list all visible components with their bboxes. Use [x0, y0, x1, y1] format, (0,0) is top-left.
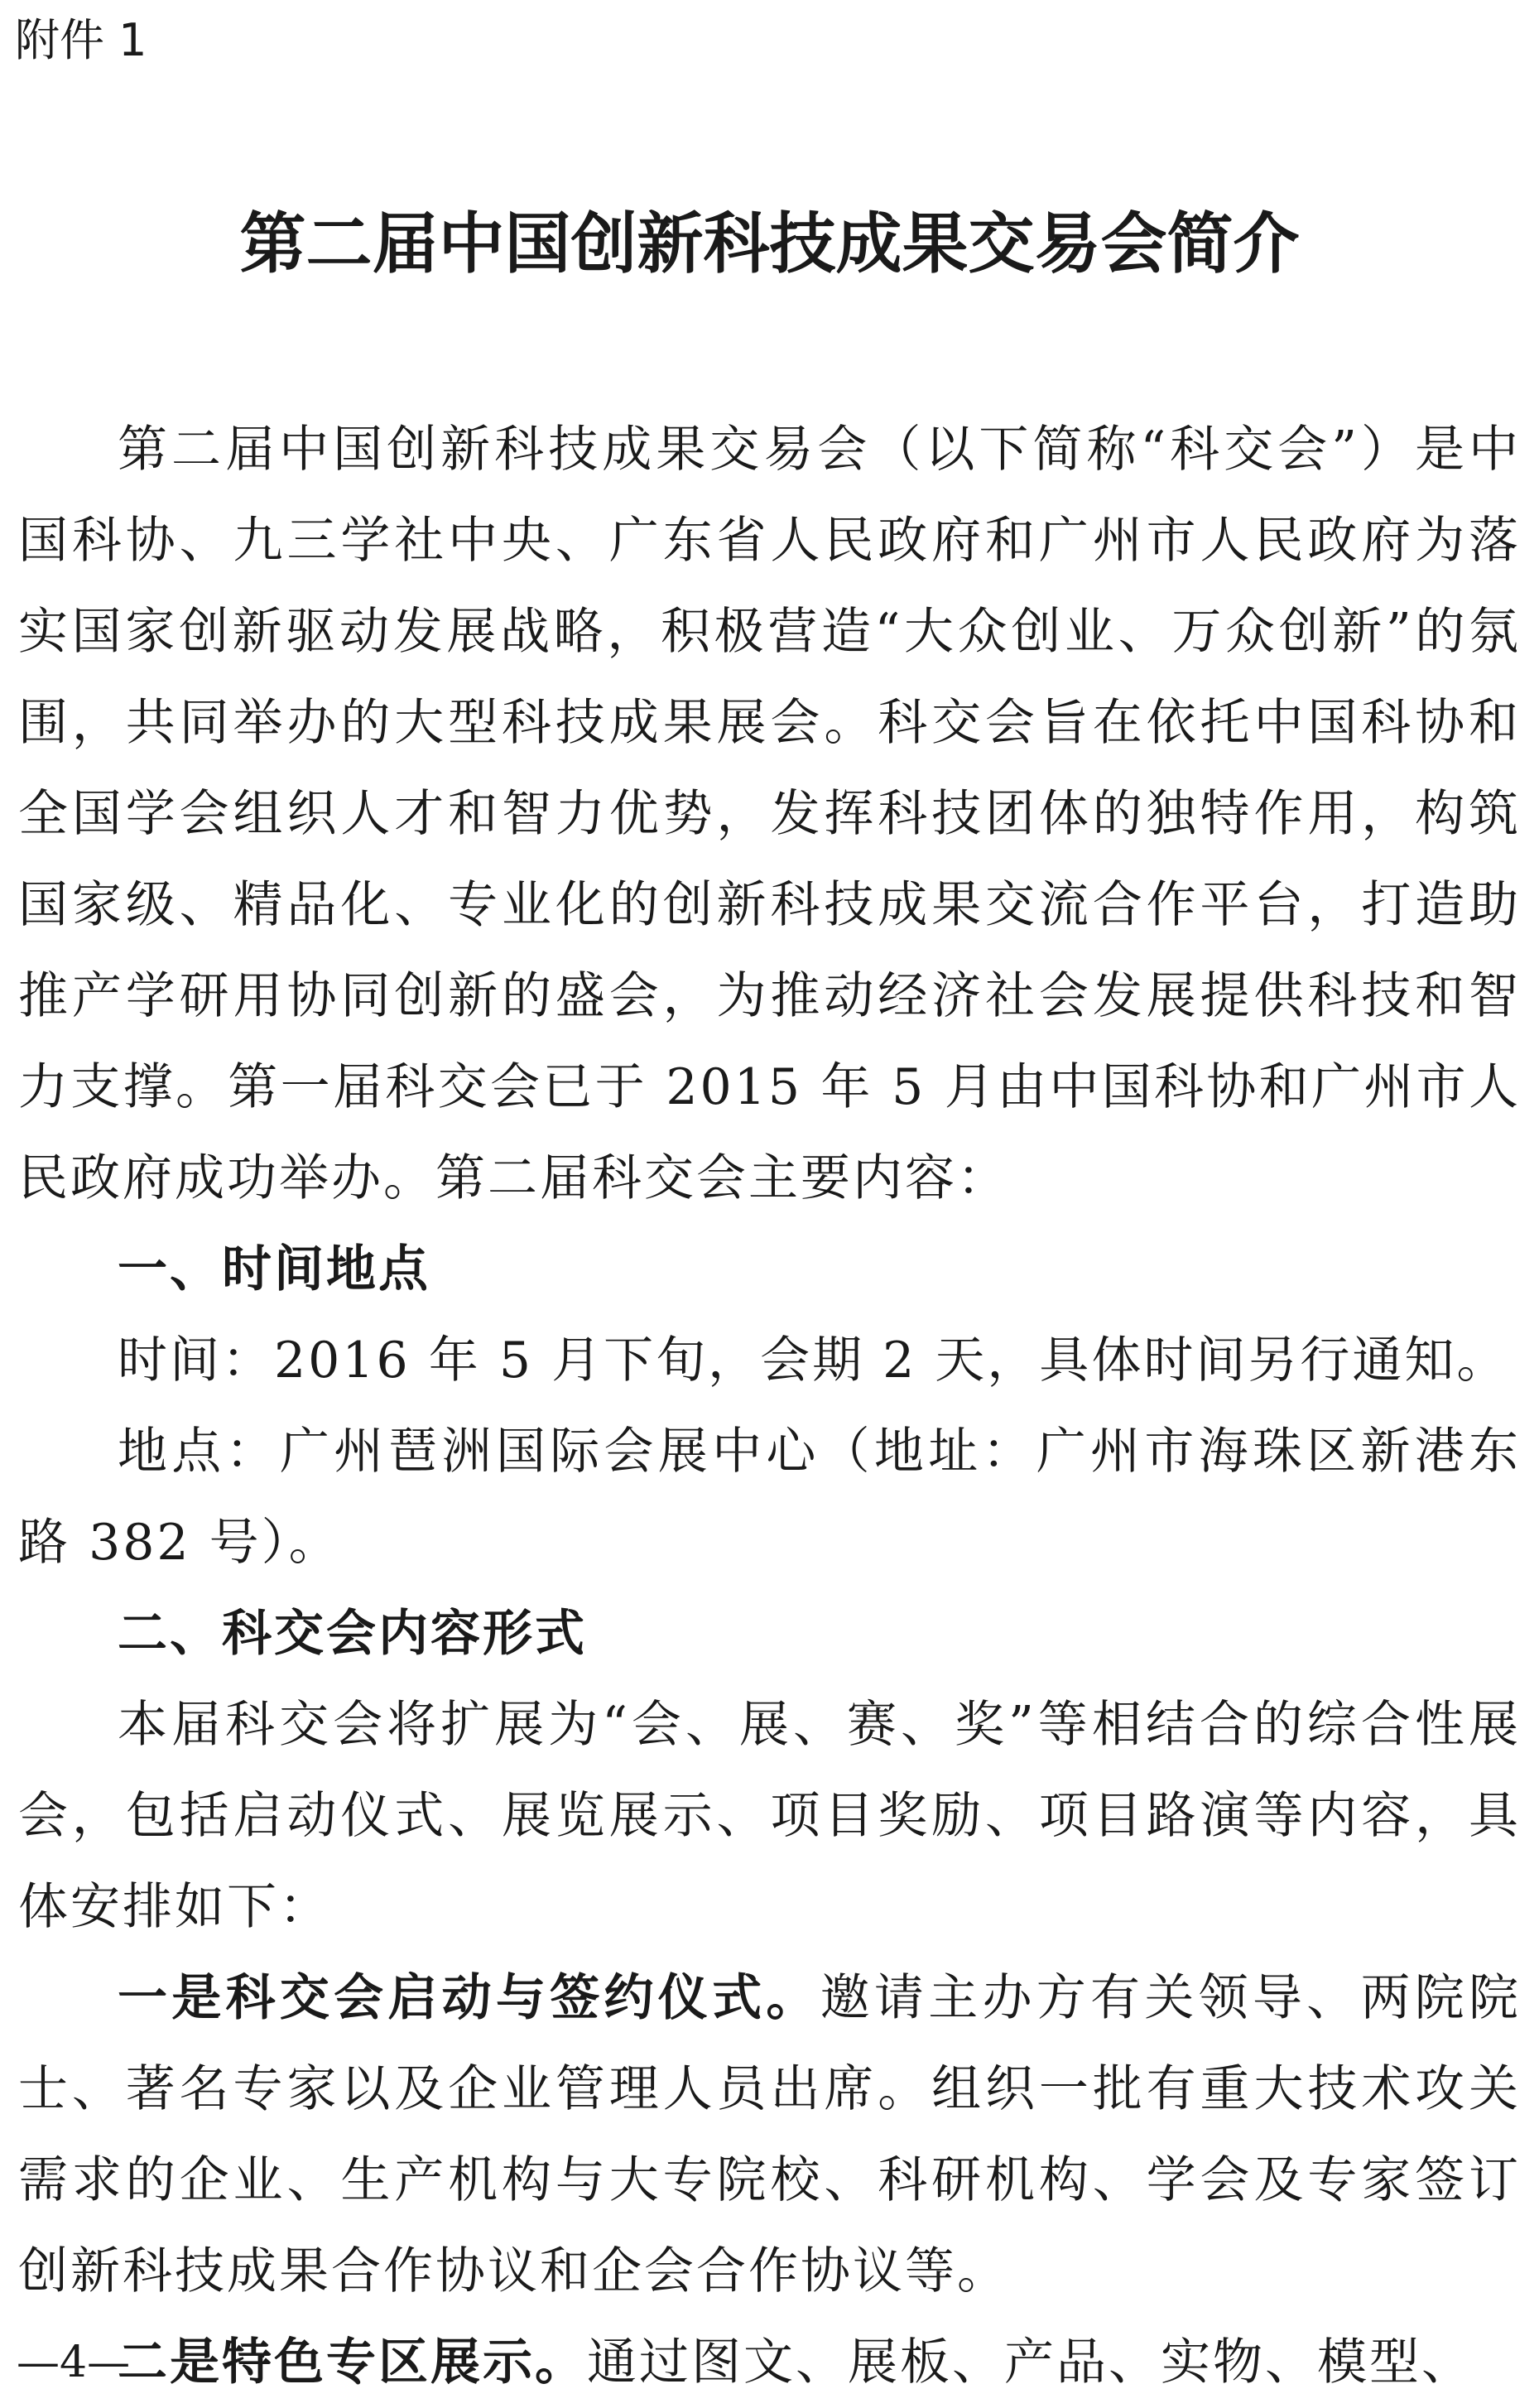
time-paragraph: 时间：2016 年 5 月下旬，会期 2 天，具体时间另行通知。	[118, 1332, 1509, 1389]
document-title: 第二届中国创新科技成果交易会简介	[239, 205, 1300, 282]
item2-paragraph	[18, 2317, 1521, 2408]
item1-paragraph	[18, 1953, 1521, 2317]
location-paragraph: 地点：广州琶洲国际会展中心（地址：广州市海珠区新港东路 382 号）。	[18, 1423, 1521, 1572]
overview-paragraph: 本届科交会将扩展为“会、展、赛、奖”等相结合的综合性展会，包括启动仪式、展览展示、项目奖励、项目路演等内容，具体安排如下：	[18, 1696, 1521, 1936]
section-heading-content-format: 二、科交会内容形式	[118, 1605, 587, 1663]
item2-text: 通过图文、展板、产品、实物、模型、	[587, 2333, 1474, 2391]
item2-lead: 二是特色专区展示。	[118, 2333, 587, 2391]
document-body	[18, 404, 1521, 2408]
attachment-label: 附件 1	[15, 14, 147, 66]
section-heading-time-location: 一、时间地点	[118, 1240, 430, 1298]
intro-paragraph: 第二届中国创新科技成果交易会（以下简称“科交会”）是中国科协、九三学社中央、广东省人民政府和广州市人民政府为落实国家创新驱动发展战略，积极营造“大众创业、万众创新”的氛围，共同举办的大型科技成果展会。科交会旨在依托中国科协和全国学会组织人才和智力优势，发挥科技团体的独特作用，构筑国家级、精品化、专业化的创新科技成果交流合作平台，打造助推产学研用协同创新的盛会，为推动经济社会发展提供科技和智力支撑。第一届科交会已于 2015 年 5 月由中国科协和广州市人民政府成功举办。第二届科交会主要内容：	[18, 421, 1521, 1207]
item1-text: 邀请主办方有关领导、两院院士、著名专家以及企业管理人员出席。组织一批有重大技术攻关需求的企业、生产机构与大专院校、科研机构、学会及专家签订创新科技成果合作协议和企会合作协议等。	[18, 1969, 1521, 2300]
item1-lead: 一是科交会启动与签约仪式。	[118, 1969, 820, 2027]
page-number: —4—	[17, 2338, 131, 2387]
